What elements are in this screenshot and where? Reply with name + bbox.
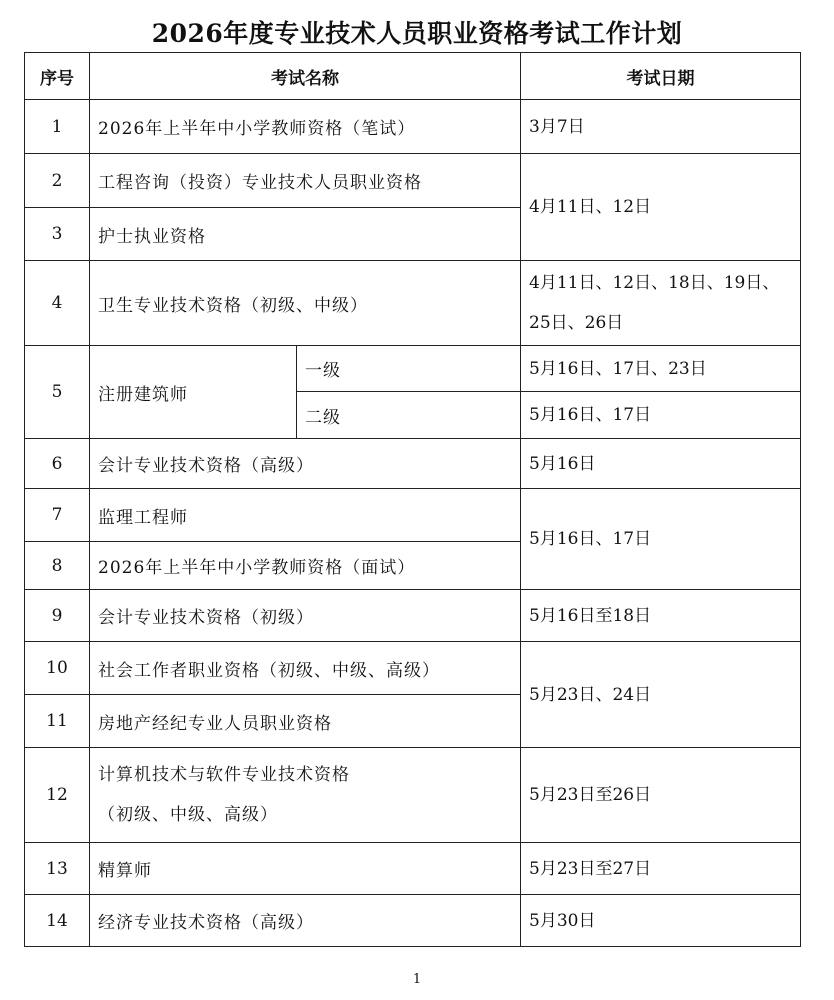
exam-name xyxy=(90,748,521,843)
exam-date-text: 5月16日、17日 xyxy=(529,529,652,549)
exam-name: 工程咨询（投资）专业技术人员职业资格 xyxy=(90,154,521,208)
exam-date: 5月23日至26日 xyxy=(521,748,801,843)
exam-date: 5月16日至18日 xyxy=(521,590,801,642)
row-num: 2 xyxy=(25,154,90,208)
exam-name: 会计专业技术资格（高级） xyxy=(90,439,521,489)
exam-schedule-table xyxy=(24,52,801,947)
exam-name: 精算师 xyxy=(90,843,521,895)
exam-name: 2026年上半年中小学教师资格（面试） xyxy=(90,542,521,590)
exam-subtype: 一级 xyxy=(297,346,521,392)
exam-date xyxy=(521,489,801,590)
row-num: 4 xyxy=(25,261,90,346)
exam-date: 5月16日、17日 xyxy=(521,392,801,439)
exam-name: 会计专业技术资格（初级） xyxy=(90,590,521,642)
row-num: 6 xyxy=(25,439,90,489)
exam-name: 护士执业资格 xyxy=(90,208,521,261)
header-exam-date: 考试日期 xyxy=(521,53,801,100)
table-row xyxy=(25,843,801,895)
header-num: 序号 xyxy=(25,53,90,100)
exam-subtype: 二级 xyxy=(297,392,521,439)
exam-date: 3月7日 xyxy=(521,100,801,154)
exam-name: 2026年上半年中小学教师资格（笔试） xyxy=(90,100,521,154)
exam-date: 5月16日、17日、23日 xyxy=(521,346,801,392)
exam-date xyxy=(521,261,801,346)
exam-date-line: 25日、26日 xyxy=(529,313,624,333)
exam-name: 注册建筑师 xyxy=(90,346,297,439)
exam-name: 监理工程师 xyxy=(90,489,521,542)
table-header-row xyxy=(25,53,801,100)
header-exam-name: 考试名称 xyxy=(90,53,521,100)
row-num: 10 xyxy=(25,642,90,695)
table-row xyxy=(25,100,801,154)
table-row xyxy=(25,895,801,947)
table-row xyxy=(25,489,801,542)
exam-date: 5月23日至27日 xyxy=(521,843,801,895)
row-num: 11 xyxy=(25,695,90,748)
table-row xyxy=(25,346,801,392)
table-row xyxy=(25,642,801,695)
exam-date: 5月30日 xyxy=(521,895,801,947)
page-number: 1 xyxy=(412,972,422,987)
table-row xyxy=(25,590,801,642)
page-title: 2026年度专业技术人员职业资格考试工作计划 xyxy=(151,19,683,48)
row-num: 7 xyxy=(25,489,90,542)
table-row xyxy=(25,154,801,208)
row-num: 9 xyxy=(25,590,90,642)
row-num: 5 xyxy=(25,346,90,439)
table-row xyxy=(25,439,801,489)
row-num: 14 xyxy=(25,895,90,947)
exam-date: 5月16日 xyxy=(521,439,801,489)
exam-date-line: 4月11日、12日、18日、19日、 xyxy=(529,273,780,293)
exam-date-text: 4月11日、12日 xyxy=(529,197,652,217)
row-num: 1 xyxy=(25,100,90,154)
row-num: 13 xyxy=(25,843,90,895)
row-num: 12 xyxy=(25,748,90,843)
exam-name: 社会工作者职业资格（初级、中级、高级） xyxy=(90,642,521,695)
exam-name: 经济专业技术资格（高级） xyxy=(90,895,521,947)
exam-date-text: 5月23日、24日 xyxy=(529,684,652,705)
exam-date xyxy=(521,642,801,748)
table-row xyxy=(25,261,801,346)
exam-name-line: 计算机技术与软件专业技术资格 xyxy=(98,765,350,785)
exam-name-line: （初级、中级、高级） xyxy=(98,805,278,825)
exam-date xyxy=(521,154,801,261)
table-row xyxy=(25,748,801,843)
exam-name: 卫生专业技术资格（初级、中级） xyxy=(90,261,521,346)
row-num: 8 xyxy=(25,542,90,590)
row-num: 3 xyxy=(25,208,90,261)
exam-name: 房地产经纪专业人员职业资格 xyxy=(90,695,521,748)
